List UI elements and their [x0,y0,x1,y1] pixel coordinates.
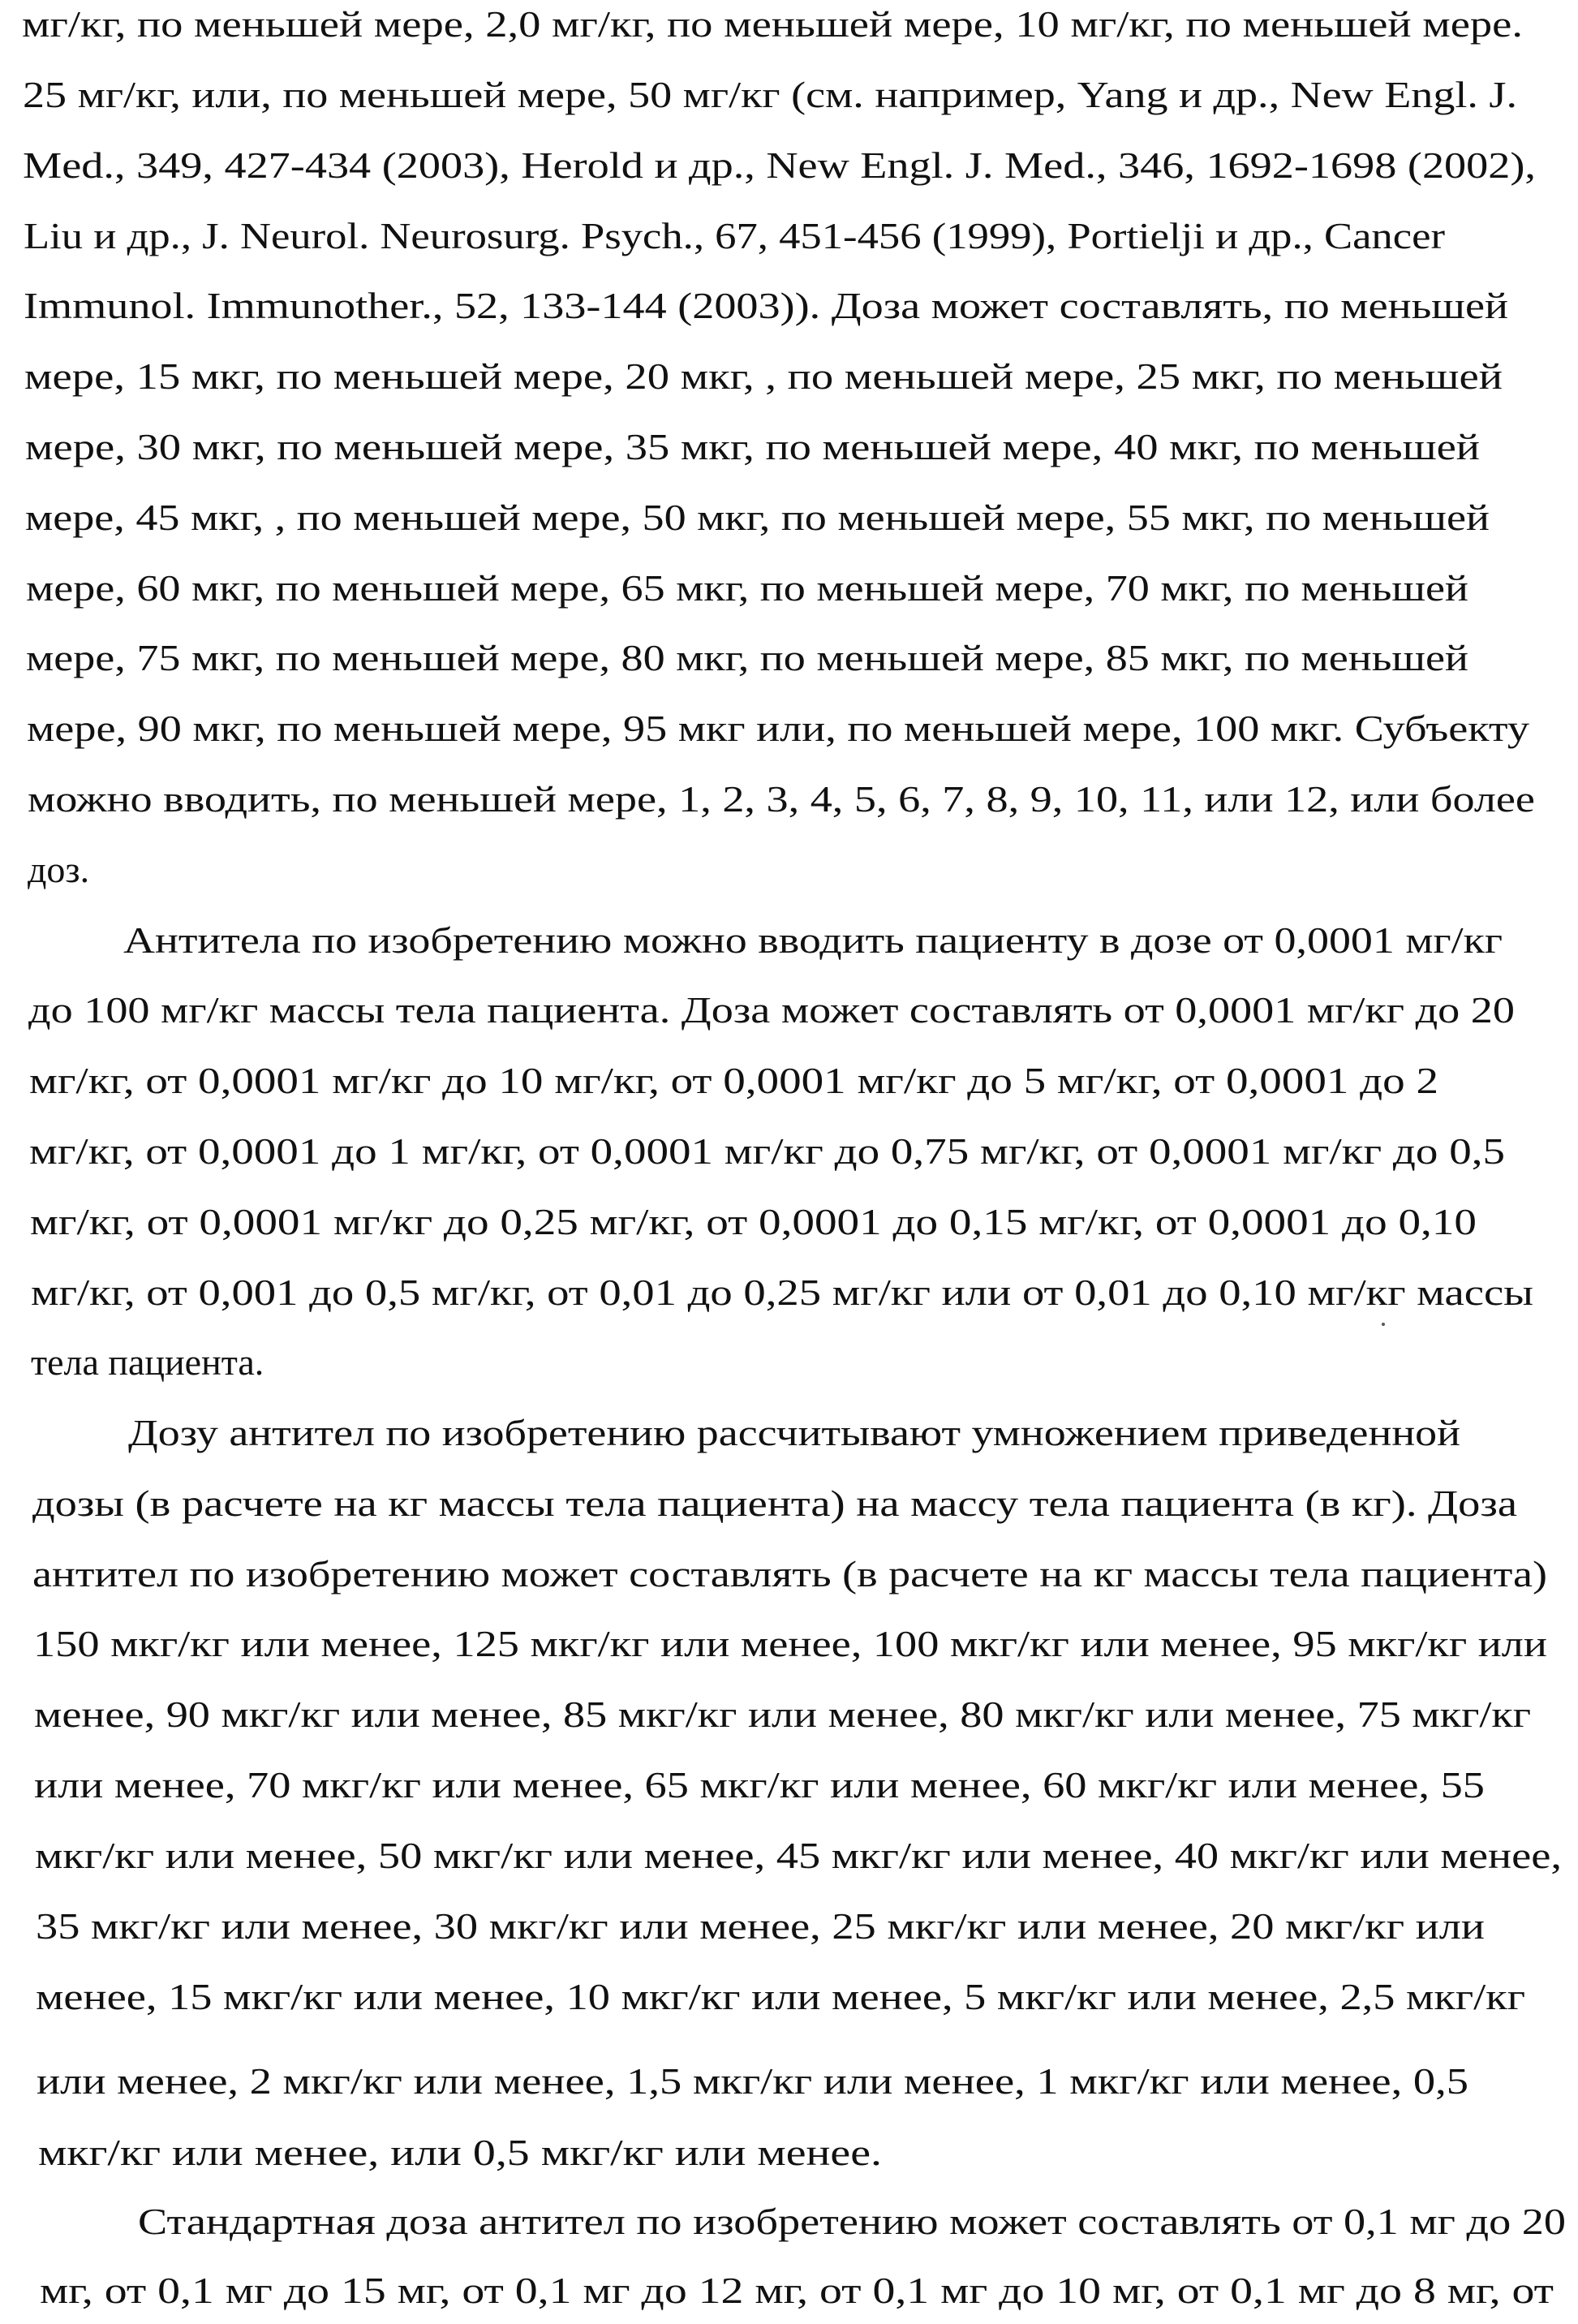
text-line: 35 мкг/кг или менее, 30 мкг/кг или менее, 25 мкг/кг или менее, 20 мкг/кг или [36,1905,1485,1947]
text-line: мг/кг, от 0,0001 до 1 мг/кг, от 0,0001 мг/кг до 0,75 мг/кг, от 0,0001 мг/кг до 0,5 [29,1130,1505,1172]
text-line: менее, 90 мкг/кг или менее, 85 мкг/кг или менее, 80 мкг/кг или менее, 75 мкг/кг [34,1694,1531,1735]
text-line: Стандартная доза антител по изобретению может составлять от 0,1 мг до 20 [138,2201,1566,2242]
text-line: мкг/кг или менее, 50 мкг/кг или менее, 45 мкг/кг или менее, 40 мкг/кг или менее, [35,1835,1562,1876]
text-line: мг/кг, от 0,0001 мг/кг до 0,25 мг/кг, от 0,0001 до 0,15 мг/кг, от 0,0001 до 0,10 [30,1201,1477,1242]
text-line: Liu и др., J. Neurol. Neurosurg. Psych., 67, 451-456 (1999), Portielji и др., Cancer [24,215,1445,256]
text-line: мере, 60 мкг, по меньшей мере, 65 мкг, по меньшей мере, 70 мкг, по меньшей [26,567,1468,609]
text-line: мере, 90 мкг, по меньшей мере, 95 мкг или, по меньшей мере, 100 мкг. Субъекту [27,708,1529,749]
text-line: 150 мкг/кг или менее, 125 мкг/кг или менее, 100 мкг/кг или менее, 95 мкг/кг или [33,1623,1547,1664]
text-line: мере, 45 мкг, , по меньшей мере, 50 мкг, по меньшей мере, 55 мкг, по меньшей [25,497,1490,538]
text-line: мере, 30 мкг, по меньшей мере, 35 мкг, по меньшей мере, 40 мкг, по меньшей [25,426,1480,467]
text-line: мг/кг, по меньшей мере, 2,0 мг/кг, по меньшей мере, 10 мг/кг, по меньшей мере. [22,3,1523,45]
paragraph-3 [32,1412,1562,2173]
text-line: можно вводить, по меньшей мере, 1, 2, 3, 4, 5, 6, 7, 8, 9, 10, 11, или 12, или более [28,778,1535,820]
text-line: мг, от 0,1 мг до 15 мг, от 0,1 мг до 12 мг, от 0,1 мг до 10 мг, от 0,1 мг до 8 мг, от [40,2270,1554,2311]
text-line: 25 мг/кг, или, по меньшей мере, 50 мг/кг (см. например, Yang и др., New Engl. J. [23,74,1517,115]
paragraph-1-continuation [22,3,1536,890]
scan-speck [1382,1323,1385,1326]
text-line: Антитела по изобретению можно вводить пациенту в дозе от 0,0001 мг/кг [123,919,1503,961]
text-line: мг/кг, от 0,001 до 0,5 мг/кг, от 0,01 до 0,25 мг/кг или от 0,01 до 0,10 мг/кг массы [31,1272,1533,1313]
text-line: доз. [28,849,90,890]
text-line: тела пациента. [31,1341,264,1383]
text-line: мг/кг, от 0,0001 мг/кг до 10 мг/кг, от 0,0001 мг/кг до 5 мг/кг, от 0,0001 до 2 [29,1060,1438,1101]
text-line: мкг/кг или менее, или 0,5 мкг/кг или менее. [38,2132,882,2173]
text-line: дозы (в расчете на кг массы тела пациента) на массу тела пациента (в кг). Доза [32,1483,1517,1524]
text-line: менее, 15 мкг/кг или менее, 10 мкг/кг или менее, 5 мкг/кг или менее, 2,5 мкг/кг [36,1976,1525,2017]
text-line: Med., 349, 427-434 (2003), Herold и др., New Engl. J. Med., 346, 1692-1698 (2002), [23,144,1536,186]
text-line: антител по изобретению может составлять (в расчете на кг массы тела пациента) [32,1553,1548,1595]
text-line: мере, 75 мкг, по меньшей мере, 80 мкг, по меньшей мере, 85 мкг, по меньшей [26,637,1468,678]
text-line: Дозу антител по изобретению рассчитывают умножением приведенной [128,1412,1461,1453]
paragraph-2 [28,919,1533,1383]
text-line: или менее, 2 мкг/кг или менее, 1,5 мкг/кг или менее, 1 мкг/кг или менее, 0,5 [37,2060,1468,2102]
text-line: Immunol. Immunother., 52, 133-144 (2003)). Доза может составлять, по меньшей [24,285,1508,326]
paragraph-4 [40,2201,1566,2311]
text-line: мере, 15 мкг, по меньшей мере, 20 мкг, , по меньшей мере, 25 мкг, по меньшей [24,355,1503,397]
text-line: до 100 мг/кг массы тела пациента. Доза может составлять от 0,0001 мг/кг до 20 [28,989,1515,1031]
text-line: или менее, 70 мкг/кг или менее, 65 мкг/кг или менее, 60 мкг/кг или менее, 55 [34,1764,1486,1805]
